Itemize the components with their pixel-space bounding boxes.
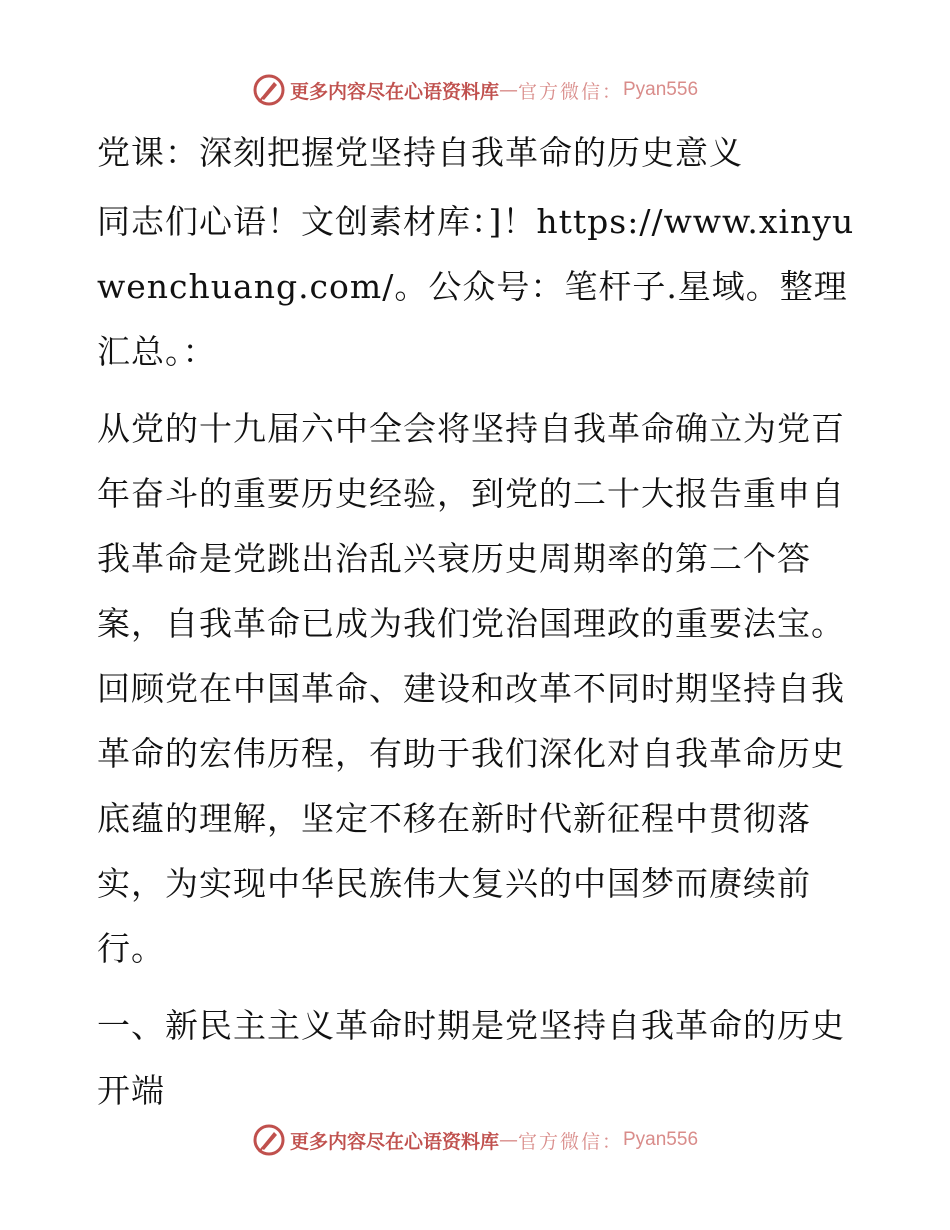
quill-pen-logo-icon xyxy=(252,73,286,107)
banner-wechat-label: 官方微信： xyxy=(517,80,623,103)
header-banner xyxy=(0,70,950,110)
paragraph-1: 从党的十九届六中全会将坚持自我革命确立为党百年奋斗的重要历史经验，到党的二十大报告重申自我革命是党跳出治乱兴衰历史周期率的第二个答案，自我革命已成为我们党治国理政的重要法宝。回顾党在中国革命、建设和改革不同时期坚持自我革命的宏伟历程，有助于我们深化对自我革命历史底蕴的理解，坚定不移在新时代新征程中贯彻落实，为实现中华民族伟大复兴的中国梦而赓续前行。 xyxy=(97,409,845,968)
banner-wechat-id: Pyan556 xyxy=(623,1129,699,1150)
source-note: 同志们心语！文创素材库：]！https://www.xinyuwenchuang.com/。公众号：笔杆子.星域。整理汇总。： xyxy=(97,202,855,371)
quill-pen-logo-icon xyxy=(252,1123,286,1157)
banner-wechat-label: 官方微信： xyxy=(517,1130,623,1153)
banner-separator: — xyxy=(498,1129,518,1151)
section-1-heading: 一、新民主主义革命时期是党坚持自我革命的历史开端 xyxy=(97,1006,845,1110)
banner-separator: — xyxy=(498,79,518,101)
document-body xyxy=(97,120,857,1123)
banner-lead-text: 更多内容尽在心语资料库 xyxy=(289,1130,499,1153)
banner-lead-text: 更多内容尽在心语资料库 xyxy=(289,80,499,103)
footer-banner xyxy=(0,1120,950,1160)
document-title: 党课：深刻把握党坚持自我革命的历史意义 xyxy=(97,133,743,172)
banner-wechat-id: Pyan556 xyxy=(623,79,699,100)
